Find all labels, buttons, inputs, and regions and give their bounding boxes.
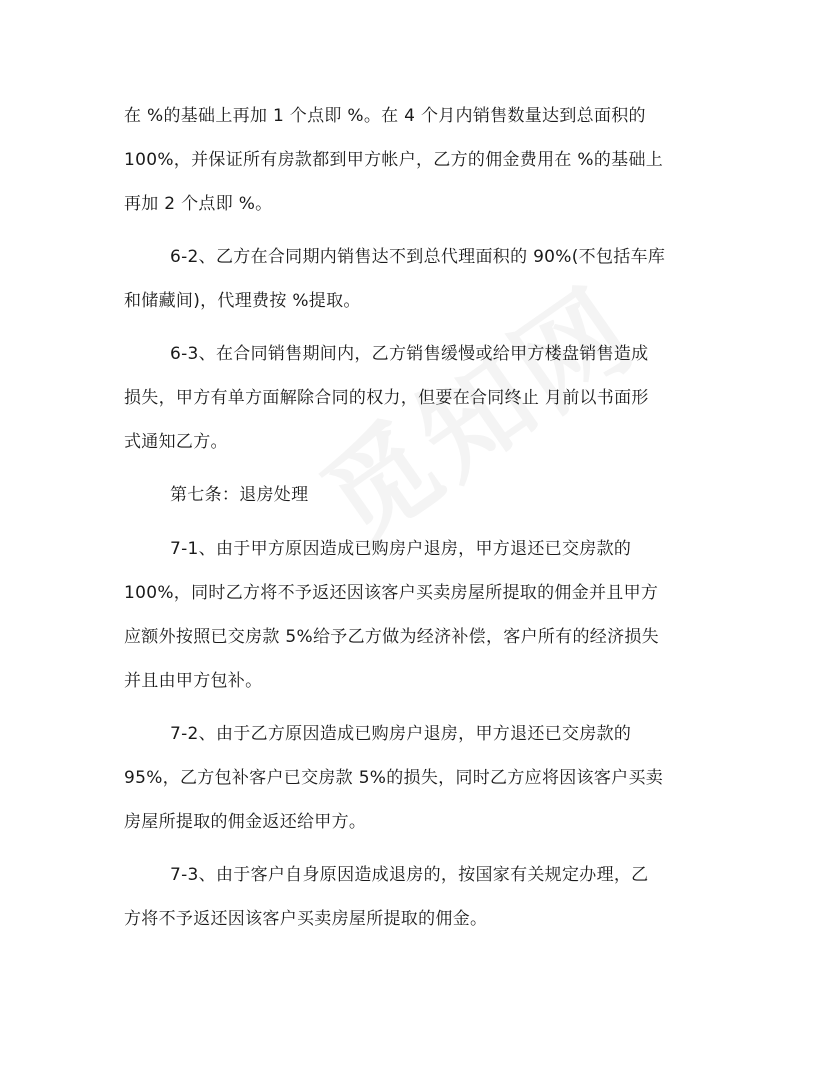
text-line: 100%，同时乙方将不予返还因该客户买卖房屋所提取的佣金并且甲方 (124, 583, 659, 603)
text-line: 7-2、由于乙方原因造成已购房户退房，甲方退还已交房款的 (170, 724, 632, 744)
text-line: 和储藏间)，代理费按 %提取。 (124, 291, 361, 311)
text-line: 6-2、乙方在合同期内销售达不到总代理面积的 90%(不包括车库 (170, 247, 666, 267)
text-line: 6-3、在合同销售期间内，乙方销售缓慢或给甲方楼盘销售造成 (170, 344, 649, 364)
text-line: 方将不予返还因该客户买卖房屋所提取的佣金。 (124, 909, 488, 929)
text-line: 95%，乙方包补客户已交房款 5%的损失，同时乙方应将因该客户买卖 (124, 768, 664, 788)
text-line: 100%，并保证所有房款都到甲方帐户，乙方的佣金费用在 %的基础上 (124, 150, 664, 170)
text-line: 损失，甲方有单方面解除合同的权力，但要在合同终止 月前以书面形 (124, 388, 649, 408)
text-line: 并且由甲方包补。 (124, 671, 263, 691)
text-line: 在 %的基础上再加 1 个点即 %。在 4 个月内销售数量达到总面积的 (124, 106, 646, 126)
section-heading: 第七条：退房处理 (170, 485, 309, 505)
text-line: 7-3、由于客户自身原因造成退房的，按国家有关规定办理，乙 (170, 865, 649, 885)
text-line: 式通知乙方。 (124, 432, 228, 452)
text-line: 应额外按照已交房款 5%给予乙方做为经济补偿，客户所有的经济损失 (124, 627, 659, 647)
text-line: 7-1、由于甲方原因造成已购房户退房，甲方退还已交房款的 (170, 539, 632, 559)
text-line: 房屋所提取的佣金返还给甲方。 (124, 812, 367, 832)
text-line: 再加 2 个点即 %。 (124, 194, 273, 214)
